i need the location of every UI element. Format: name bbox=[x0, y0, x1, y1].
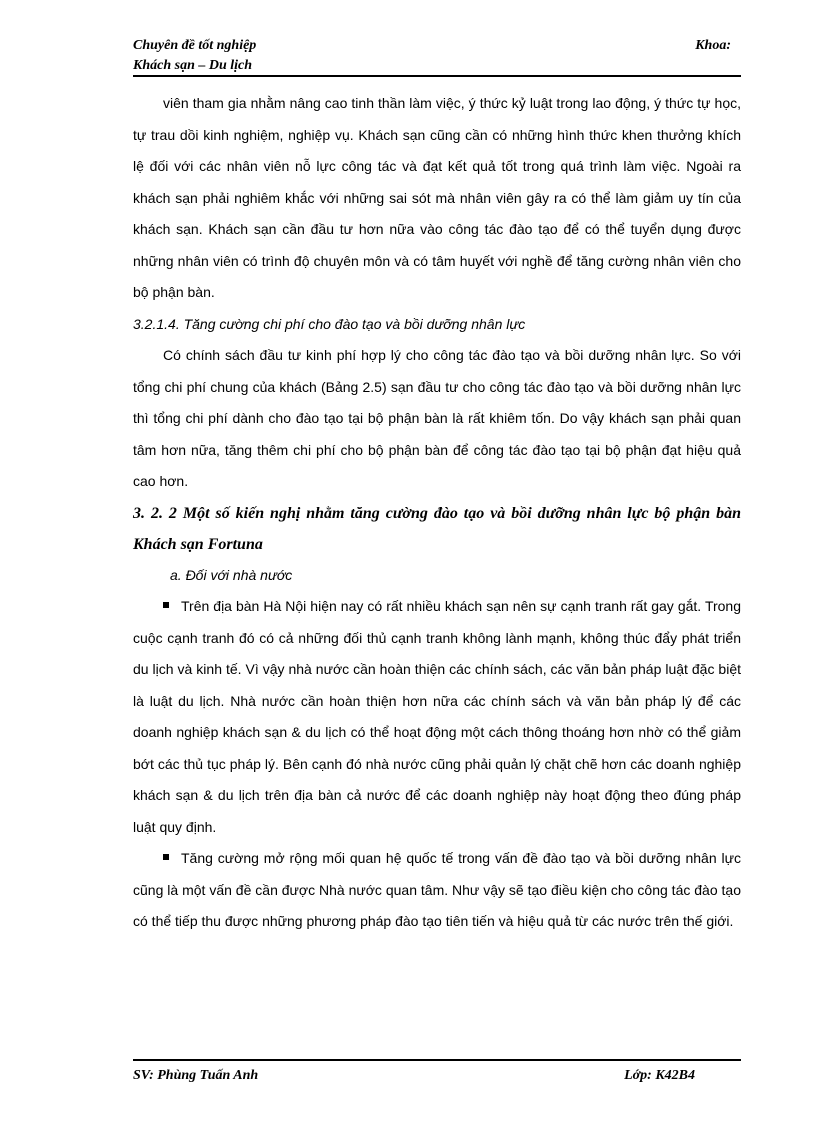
bullet-item-2-text: Tăng cường mở rộng mối quan hệ quốc tế trong vấn đề đào tạo và bồi dưỡng nhân lực cũng là một vấn đề cần được Nhà nước quan tâm. Như vậy sẽ tạo điều kiện cho công tác đào tạo có thể tiếp thu được những phương pháp đào tạo tiên tiến và hiệu quả từ các nước trên thế giới. bbox=[133, 850, 741, 929]
bullet-item-2 bbox=[133, 843, 741, 938]
square-bullet-icon bbox=[163, 854, 169, 860]
bullet-item-1 bbox=[133, 591, 741, 843]
header-title-line2: Khách sạn – Du lịch bbox=[133, 58, 253, 73]
page-footer bbox=[133, 1066, 741, 1086]
heading-3-2-2: 3. 2. 2 Một số kiến nghị nhằm tăng cường đào tạo và bồi dưỡng nhân lực bộ phận bàn Khách sạn Fortuna bbox=[133, 504, 741, 553]
header-title-line1: Chuyên đề tốt nghiệp bbox=[133, 38, 257, 53]
footer-class-label: Lớp: K42B4 bbox=[624, 1068, 695, 1083]
footer-divider bbox=[133, 1059, 741, 1061]
header-faculty-label: Khoa: bbox=[695, 38, 731, 53]
paragraph-continuation: viên tham gia nhằm nâng cao tinh thần làm việc, ý thức kỷ luật trong lao động, ý thức tự học, tự trau dồi kinh nghiệm, nghiệp vụ. Khách sạn cũng cần có những hình thức khen thưởng khích lệ đối với các nhân viên nỗ lực công tác và đạt kết quả tốt trong quá trình làm việc. Ngoài ra khách sạn phải nghiêm khắc với những sai sót mà nhân viên gây ra có thể làm giảm uy tín của khách sạn. Khách sạn cần đầu tư hơn nữa vào công tác đào tạo để có thể tuyển dụng được những nhân viên có trình độ chuyên môn và có tâm huyết với nghề để tăng cường nhân viên cho bộ phận bàn. bbox=[133, 95, 741, 300]
bullet-item-1-text: Trên địa bàn Hà Nội hiện nay có rất nhiều khách sạn nên sự cạnh tranh rất gay gắt. Trong cuộc cạnh tranh đó có cả những đối thủ cạnh tranh không lành mạnh, không thúc đẩy phát triển du lịch và kinh tế. Vì vậy nhà nước cần hoàn thiện các chính sách, các văn bản pháp luật đặc biệt là luật du lịch. Nhà nước cần hoàn thiện hơn nữa các chính sách và văn bản pháp lý để các doanh nghiệp khách sạn & du lịch có thể hoạt động một cách thông thoáng hơn nhờ có thể giảm bớt các thủ tục pháp lý. Bên cạnh đó nhà nước cũng phải quản lý chặt chẽ hơn các doanh nghiệp khách sạn & du lịch trên địa bàn cả nước để các doanh nghiệp này hoạt động theo đúng pháp luật quy định. bbox=[133, 598, 741, 835]
heading-a-state: a. Đối với nhà nước bbox=[170, 566, 293, 583]
footer-student-name: SV: Phùng Tuấn Anh bbox=[133, 1068, 259, 1083]
subheading-3-2-1-4: 3.2.1.4. Tăng cường chi phí cho đào tạo và bồi dưỡng nhân lực bbox=[133, 315, 526, 332]
header-divider bbox=[133, 75, 741, 77]
square-bullet-icon bbox=[163, 602, 169, 608]
paragraph-training-cost: Có chính sách đầu tư kinh phí hợp lý cho công tác đào tạo và bồi dưỡng nhân lực. So với tổng chi phí chung của khách (Bảng 2.5) sạn đầu tư cho công tác đào tạo và bồi dưỡng nhân lực thì tổng chi phí dành cho đào tạo tại bộ phận bàn là rất khiêm tốn. Do vậy khách sạn phải quan tâm hơn nữa, tăng thêm chi phí cho bộ phận bàn để công tác đào tạo tại bộ phận đạt hiệu quả cao hơn. bbox=[133, 347, 741, 489]
page-header bbox=[133, 36, 741, 76]
page-body bbox=[133, 88, 741, 938]
